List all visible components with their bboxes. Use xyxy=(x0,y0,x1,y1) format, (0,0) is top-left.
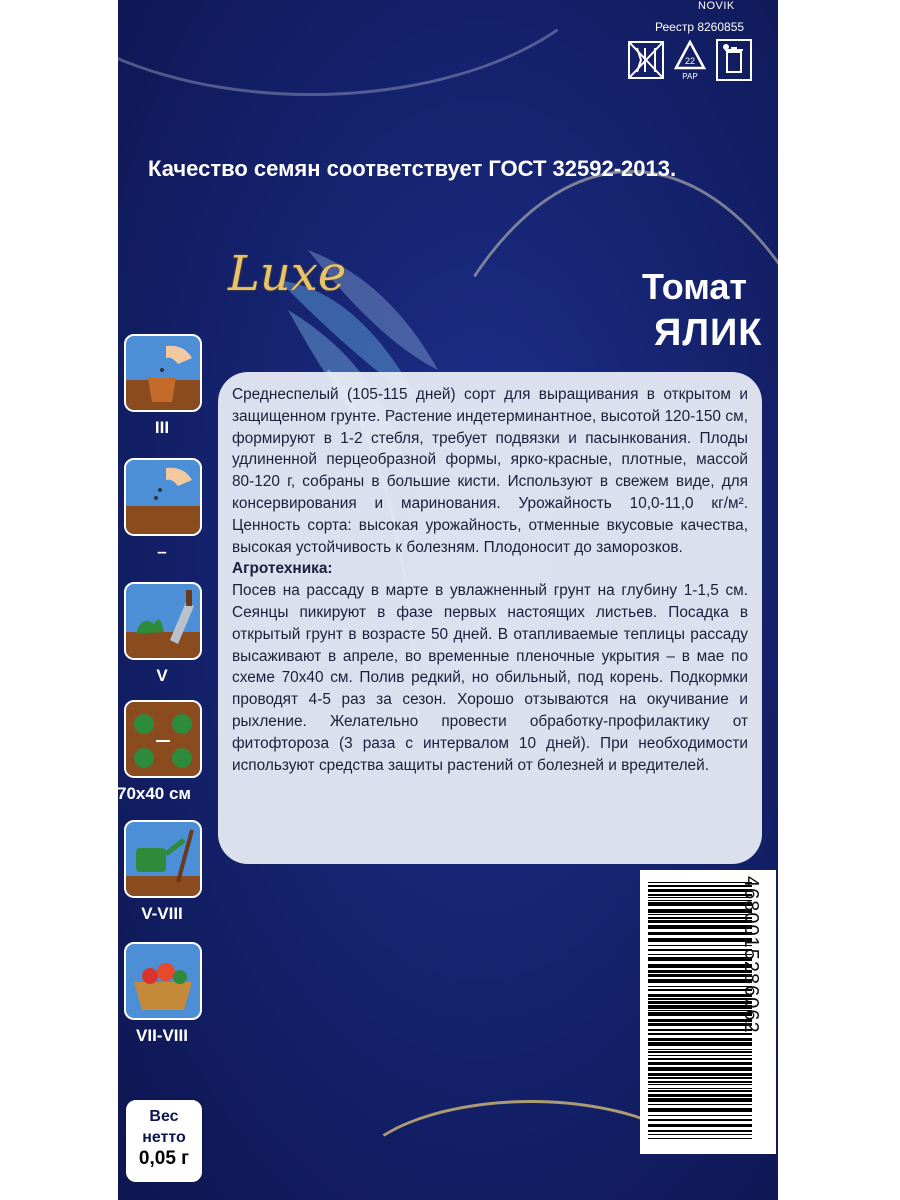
barcode-bar xyxy=(648,998,752,1000)
barcode-bar xyxy=(648,932,752,935)
barcode-bar xyxy=(648,1049,752,1050)
barcode-bar xyxy=(648,994,752,997)
barcode-bar xyxy=(648,882,752,883)
step-label: VII-VIII xyxy=(136,1026,188,1045)
barcode-bar xyxy=(648,1115,752,1116)
step-label: V xyxy=(156,666,168,685)
svg-text:PAP: PAP xyxy=(682,72,698,81)
barcode-bar xyxy=(648,1001,752,1004)
barcode xyxy=(640,870,776,1154)
barcode-bar xyxy=(648,889,752,892)
step-sowing-pot xyxy=(124,334,200,438)
recycle-pap-icon xyxy=(671,38,709,82)
barcode-bar xyxy=(648,1058,752,1060)
step-scheme xyxy=(116,700,200,804)
registry-number: Реестр 8260855 xyxy=(655,20,745,34)
barcode-bar xyxy=(648,900,752,901)
barcode-bar xyxy=(648,1104,752,1105)
barcode-bar xyxy=(648,1029,752,1031)
barcode-bar xyxy=(648,920,752,923)
variety-description: Среднеспелый (105-115 дней) сорт для выращивания в открытом и защищенном грунте. Растение индетерминантное, высотой 120-150 см, формируют в 1-2 стебля, требует подвязки и пасынкования. Плоды удлиненной перцеобразной формы, ярко-красные, плотные, массой 80-120 г, собраны в большие кисти. Используют в свежем виде, для консервирования и маринования. Урожайность 10,0-11,0 кг/м². Ценность сорта: высокая урожайность, отменные вкусовые качества, высокая устойчивость к болезням. Плодоносит до заморозков. xyxy=(232,386,748,556)
barcode-bar xyxy=(648,909,752,913)
barcode-bar xyxy=(648,1073,752,1076)
brand-name: NOVIK xyxy=(698,0,735,12)
barcode-bar xyxy=(648,945,752,946)
planting-scheme-icon xyxy=(124,700,202,778)
barcode-bar xyxy=(648,1010,752,1011)
barcode-bar xyxy=(648,1038,752,1041)
step-planting xyxy=(124,582,200,686)
barcode-bar xyxy=(648,1042,752,1046)
weight-label-2: нетто xyxy=(142,1129,186,1146)
barcode-bar xyxy=(648,1019,752,1022)
barcode-bar xyxy=(648,1005,752,1009)
agrotech-text: Посев на рассаду в марте в увлажненный грунт на глубину 1-1,5 см. Сеянцы пикируют в фазе первых настоящих листьев. Посадка в открытый грунт в возрасте 50 дней. В отапливаемые теплицы рассаду высаживают в апреле, во временные пленочные укрытия – в мае по схеме 70x40 см. Полив редкий, но обильный, под корень. Подкормки проводят 4-5 раз за сезон. Хорошо отзываются на окучивание и рыхление. Желательно провести обработку-профилактику от фитофтороза (3 раза с интервалом 10 дней). При необходимости используют средства защиты растений от болезней и вредителей. xyxy=(232,582,748,774)
step-label: V-VIII xyxy=(141,904,183,923)
barcode-bar xyxy=(648,897,752,898)
step-watering xyxy=(124,820,200,924)
barcode-bar xyxy=(648,1051,752,1053)
barcode-bar xyxy=(648,1130,752,1132)
watering-can-icon xyxy=(124,820,202,898)
barcode-bar xyxy=(648,970,752,973)
barcode-number: 4680015286062 xyxy=(740,876,762,1034)
barcode-bar xyxy=(648,1119,752,1121)
barcode-bar xyxy=(648,1077,752,1079)
quality-statement: Качество семян соответствует ГОСТ 32592-2013. xyxy=(148,156,677,181)
barcode-bar xyxy=(648,925,752,929)
barcode-bar xyxy=(648,979,752,983)
product-variety: ЯЛИК xyxy=(654,312,763,354)
barcode-bar xyxy=(648,1023,752,1026)
barcode-bar xyxy=(648,954,752,955)
harvest-basket-icon xyxy=(124,942,202,1020)
trash-bin-icon xyxy=(715,38,753,82)
weight-value: 0,05 г xyxy=(138,1148,190,1169)
step-harvest xyxy=(124,942,200,1046)
step-label: 70x40 см xyxy=(116,784,192,803)
barcode-bar xyxy=(648,914,752,915)
net-weight xyxy=(124,1098,204,1184)
weight-label-1: Вес xyxy=(149,1108,179,1125)
barcode-bar xyxy=(648,964,752,968)
barcode-bar xyxy=(648,894,752,896)
barcode-bar xyxy=(648,917,752,919)
svg-text:22: 22 xyxy=(684,56,696,66)
barcode-bar xyxy=(648,885,752,887)
decorative-arc xyxy=(118,0,624,96)
barcode-bar xyxy=(648,938,752,942)
agrotech-title: Агротехника: xyxy=(232,560,333,578)
barcode-bars xyxy=(648,882,752,1144)
barcode-bar xyxy=(648,986,752,987)
barcode-bar xyxy=(648,1134,752,1135)
barcode-bar xyxy=(648,1067,752,1071)
barcode-bar xyxy=(648,957,752,961)
step-label: III xyxy=(154,418,170,437)
barcode-bar xyxy=(648,1090,752,1092)
barcode-bar xyxy=(648,1094,752,1097)
product-crop: Томат xyxy=(642,266,748,307)
barcode-bar xyxy=(648,1098,752,1102)
barcode-bar xyxy=(648,902,752,906)
planting-trowel-icon xyxy=(124,582,202,660)
sowing-pot-icon xyxy=(124,334,202,412)
series-logo: Luxe xyxy=(228,246,347,302)
barcode-bar xyxy=(648,1055,752,1056)
barcode-bar xyxy=(648,1081,752,1083)
step-label: – xyxy=(157,542,167,561)
barcode-bar xyxy=(648,1088,752,1089)
barcode-bar xyxy=(648,974,752,977)
no-glass-fork-icon xyxy=(627,38,665,82)
barcode-bar xyxy=(648,1138,752,1139)
barcode-bar xyxy=(648,1062,752,1065)
barcode-bar xyxy=(648,1124,752,1127)
step-sowing-ground xyxy=(124,458,200,562)
barcode-bar xyxy=(648,1012,752,1016)
barcode-bar xyxy=(648,989,752,991)
barcode-bar xyxy=(648,1108,752,1112)
sowing-ground-icon xyxy=(124,458,202,536)
eco-icons xyxy=(627,38,753,82)
barcode-bar xyxy=(648,949,752,951)
barcode-bar xyxy=(648,1033,752,1035)
barcode-bar xyxy=(648,1084,752,1085)
description-panel xyxy=(218,372,762,864)
